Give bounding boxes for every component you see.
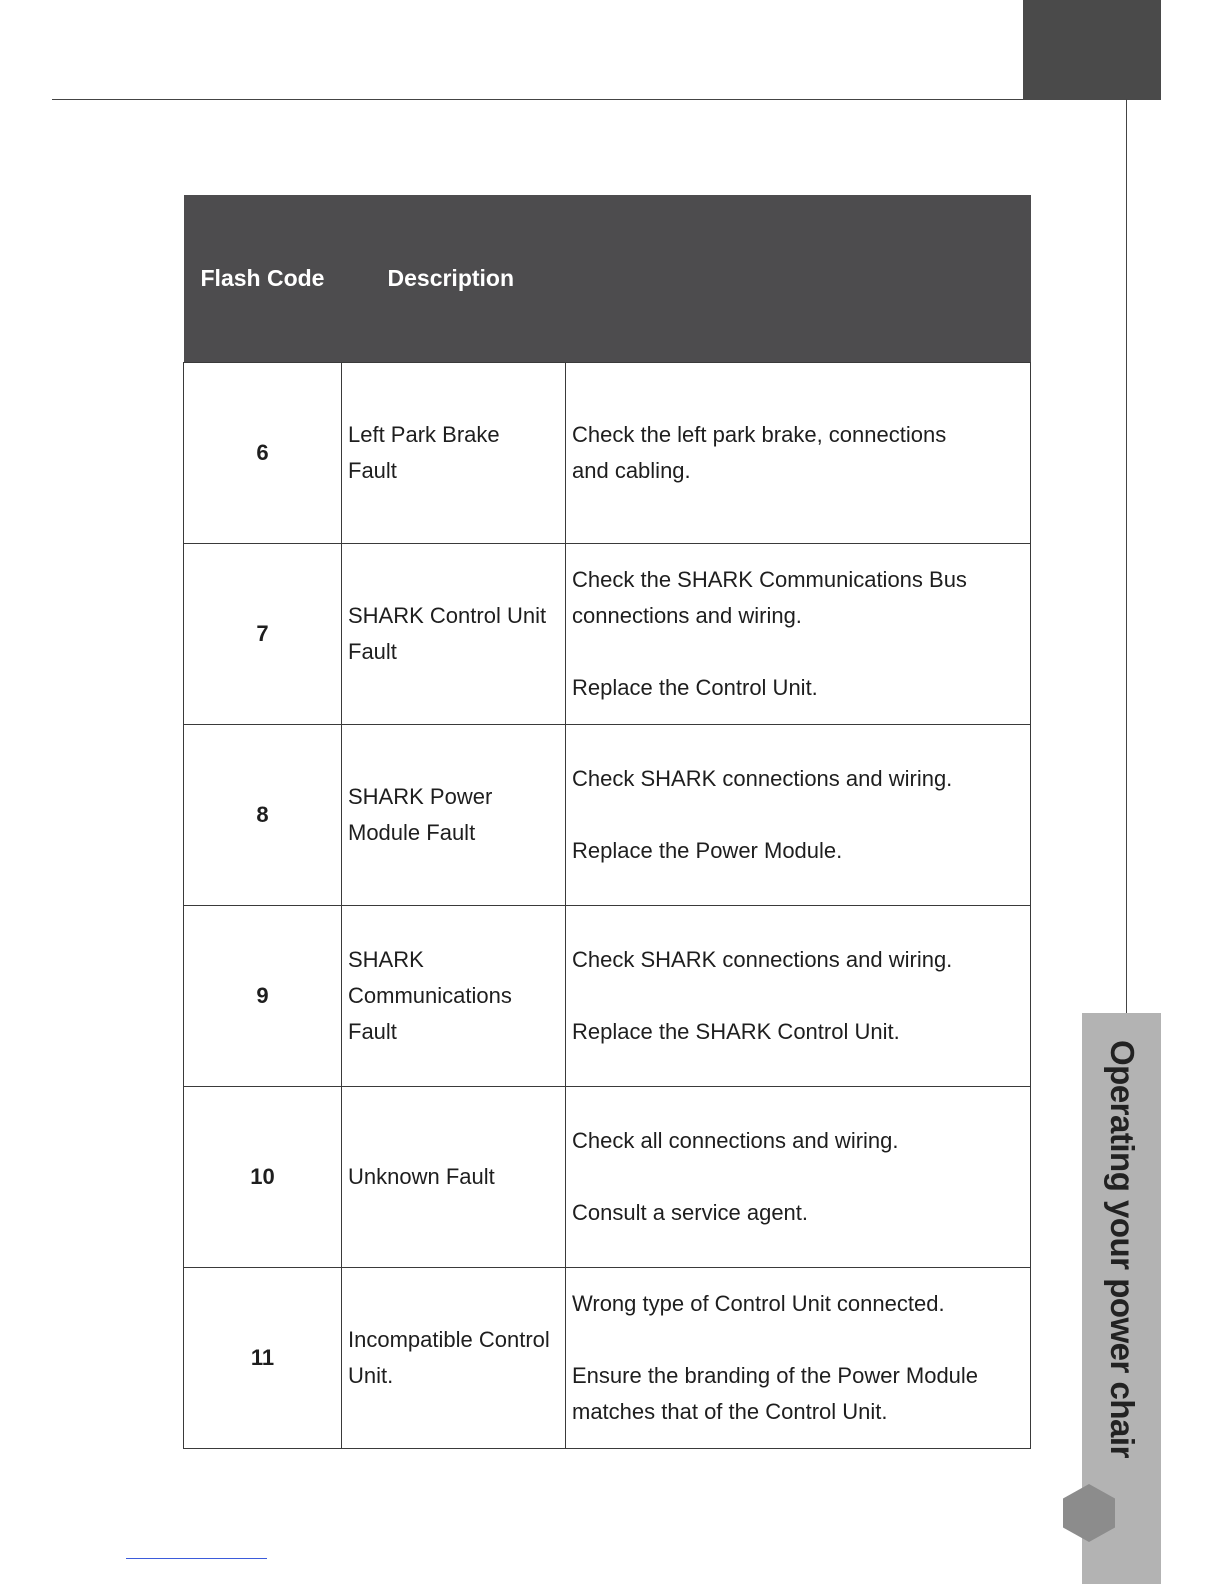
- header-action: [566, 195, 1031, 363]
- table-body: [184, 363, 1031, 1449]
- description-cell: [342, 725, 566, 906]
- table-row: [184, 363, 1031, 544]
- description-line: Communications: [348, 983, 512, 1008]
- action-line: Check all connections and wiring.: [572, 1128, 899, 1153]
- flash-code-cell: 7: [184, 544, 342, 725]
- action-line: Check SHARK connections and wiring.: [572, 947, 953, 972]
- description-line: Left Park Brake: [348, 422, 500, 447]
- action-line: Ensure the branding of the Power Module: [572, 1363, 979, 1388]
- section-side-tab-label: Operating your power chair: [1104, 1040, 1141, 1458]
- paragraph-gap: [572, 1322, 1024, 1358]
- flash-code-cell: 6: [184, 363, 342, 544]
- table-header-row: [184, 195, 1031, 363]
- flash-code-cell: 11: [184, 1268, 342, 1449]
- action-line: Replace the Power Module.: [572, 838, 843, 863]
- flash-code-cell: 8: [184, 725, 342, 906]
- action-line: connections and wiring.: [572, 603, 802, 628]
- description-line: SHARK Power: [348, 784, 493, 809]
- table-row: [184, 544, 1031, 725]
- action-cell: [566, 1087, 1031, 1268]
- action-cell: [566, 906, 1031, 1087]
- paragraph-gap: [572, 978, 1024, 1014]
- action-line: Check SHARK connections and wiring.: [572, 766, 953, 791]
- corner-block: [1023, 0, 1161, 100]
- action-line: Check the SHARK Communications Bus: [572, 567, 967, 592]
- footer-link-rule: [126, 1558, 267, 1559]
- paragraph-gap: [572, 1159, 1024, 1195]
- table-row: [184, 725, 1031, 906]
- description-cell: [342, 906, 566, 1087]
- description-line: Fault: [348, 639, 397, 664]
- action-line: Replace the Control Unit.: [572, 675, 818, 700]
- header-rule: [52, 99, 1126, 100]
- description-line: SHARK: [348, 947, 424, 972]
- action-line: matches that of the Control Unit.: [572, 1399, 888, 1424]
- description-cell: [342, 1087, 566, 1268]
- description-line: Unknown Fault: [348, 1164, 495, 1189]
- flash-code-cell: 10: [184, 1087, 342, 1268]
- flash-code-cell: 9: [184, 906, 342, 1087]
- description-line: Fault: [348, 1019, 397, 1044]
- action-cell: [566, 1268, 1031, 1449]
- header-flash-code: Flash Code: [184, 195, 342, 363]
- action-cell: [566, 363, 1031, 544]
- header-description: Description: [342, 195, 566, 363]
- side-rule: [1126, 99, 1127, 1013]
- action-line: Replace the SHARK Control Unit.: [572, 1019, 900, 1044]
- paragraph-gap: [572, 634, 1024, 670]
- description-line: Incompatible Control: [348, 1327, 550, 1352]
- description-line: Fault: [348, 458, 397, 483]
- fault-code-table: [183, 195, 1031, 1449]
- table-row: [184, 1268, 1031, 1449]
- description-cell: [342, 363, 566, 544]
- description-line: Module Fault: [348, 820, 476, 845]
- action-line: Wrong type of Control Unit connected.: [572, 1291, 945, 1316]
- action-line: Consult a service agent.: [572, 1200, 809, 1225]
- paragraph-gap: [572, 797, 1024, 833]
- description-line: Unit.: [348, 1363, 394, 1388]
- description-line: SHARK Control Unit: [348, 603, 547, 628]
- action-line: and cabling.: [572, 458, 691, 483]
- table-row: [184, 906, 1031, 1087]
- action-line: Check the left park brake, connections: [572, 422, 947, 447]
- action-cell: [566, 544, 1031, 725]
- description-cell: [342, 544, 566, 725]
- table-row: [184, 1087, 1031, 1268]
- action-cell: [566, 725, 1031, 906]
- description-cell: [342, 1268, 566, 1449]
